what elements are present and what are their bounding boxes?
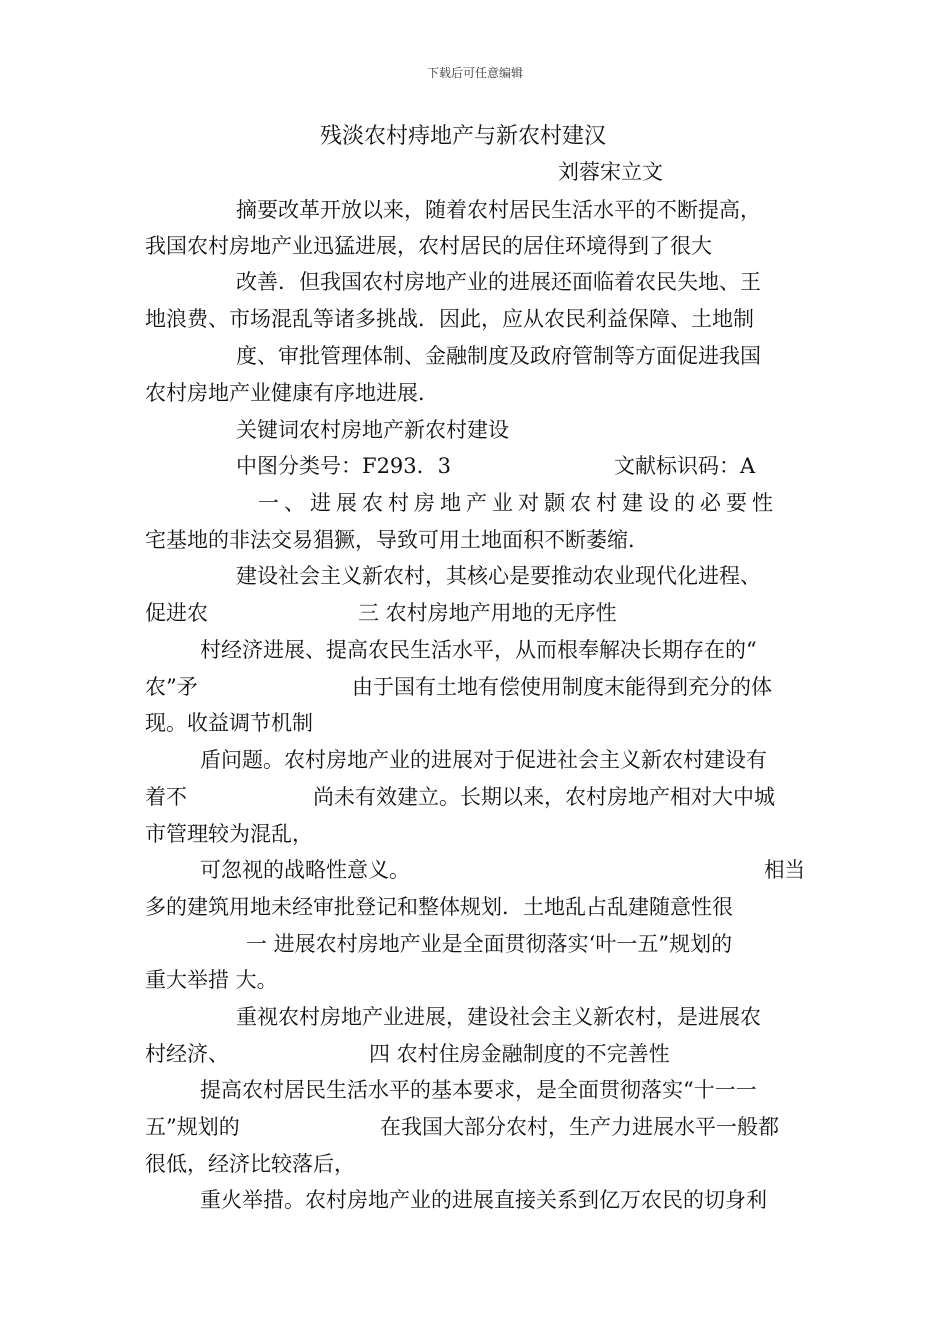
section-heading: 一、进展农村房地产业对颢农村建设的必要性 <box>258 491 778 515</box>
body-line: 市管理较为混乱， <box>145 822 313 846</box>
body-line: 五”规划的 <box>145 1115 240 1139</box>
body-line: 重视农村房地产业进展，建设社会主义新农村，是进展农 <box>236 1005 761 1029</box>
doc-title: 残淡农村痔地产与新农村建汉 <box>320 124 607 149</box>
body-line: 建设社会主义新农村，其核心是要推动农业现代化进程、 <box>236 564 761 588</box>
body-line: 村经济进展、提高农民生活水平，从而根奉解决长期存在的“ <box>200 638 757 662</box>
abstract-line: 农村房地产业健康有序地进展． <box>145 381 439 405</box>
body-line: 农”矛 <box>145 675 198 699</box>
doc-authors: 刘蓉宋立文 <box>558 160 663 184</box>
subsection-heading: 四 农村住房金融制度的不完善性 <box>369 1042 670 1066</box>
classification-number: 中图分类号：F293．3 <box>236 454 452 478</box>
abstract-line: 改善．但我国农村房地产业的进展还面临着农民失地、王 <box>236 270 761 294</box>
body-line: 村经济、 <box>145 1042 229 1066</box>
body-line: 尚未有效建立。长期以来，农村房地产相对大中城 <box>313 785 775 809</box>
body-line: 可忽视的战略性意义。 <box>200 858 410 882</box>
body-line: 在我国大部分农村，生产力进展水平一般都 <box>380 1115 779 1139</box>
body-line: 重火举措。农村房地产业的进展直接关系到亿万农民的切身利 <box>200 1188 767 1212</box>
abstract-line: 度、审批管理体制、金融制度及政府管制等方面促进我国 <box>236 344 761 368</box>
subsection-heading: 三 农村房地产用地的无序性 <box>358 601 617 625</box>
keywords-line: 关键词农村房地产新农村建设 <box>236 418 509 442</box>
body-line: 由于国有土地有偿使用制度末能得到充分的体 <box>352 675 772 699</box>
body-line: 盾问题。农村房地产业的进展对于促进社会主义新农村建设有 <box>200 748 767 772</box>
body-line: 提高农村居民生活水平的基本要求，是全面贯彻落实“十一一 <box>200 1078 757 1102</box>
body-line: 现。收益调节机制 <box>145 711 313 735</box>
subsection-heading: 一 进展农村房地产业是全面贯彻落实‘叶一五”规划的 <box>246 932 733 956</box>
abstract-line: 地浪费、市场混乱等诸多挑战．因此，应从农民利益保障、土地制 <box>145 307 754 331</box>
body-line: 促进农 <box>145 601 208 625</box>
body-line: 很低，经济比较落后， <box>145 1152 355 1176</box>
body-line: 相当 <box>764 858 805 882</box>
page-header-note: 下载后可任意编辑 <box>426 66 523 80</box>
document-code: 文献标识码：A <box>614 454 756 478</box>
body-line: 重大举措 大。 <box>145 968 278 992</box>
body-line: 着不 <box>145 785 187 809</box>
abstract-line: 摘要改革开放以来，随着农村居民生活水平的不断提高， <box>236 198 761 222</box>
abstract-line: 我国农村房地产业迅猛进展，农村居民的居住环境得到了很大 <box>145 234 712 258</box>
body-line: 多的建筑用地未经审批登记和整体规划．土地乱占乱建随意性很 <box>145 895 733 919</box>
body-line: 宅基地的非法交易猖獗，导致可用土地面积不断萎缩． <box>145 528 649 552</box>
